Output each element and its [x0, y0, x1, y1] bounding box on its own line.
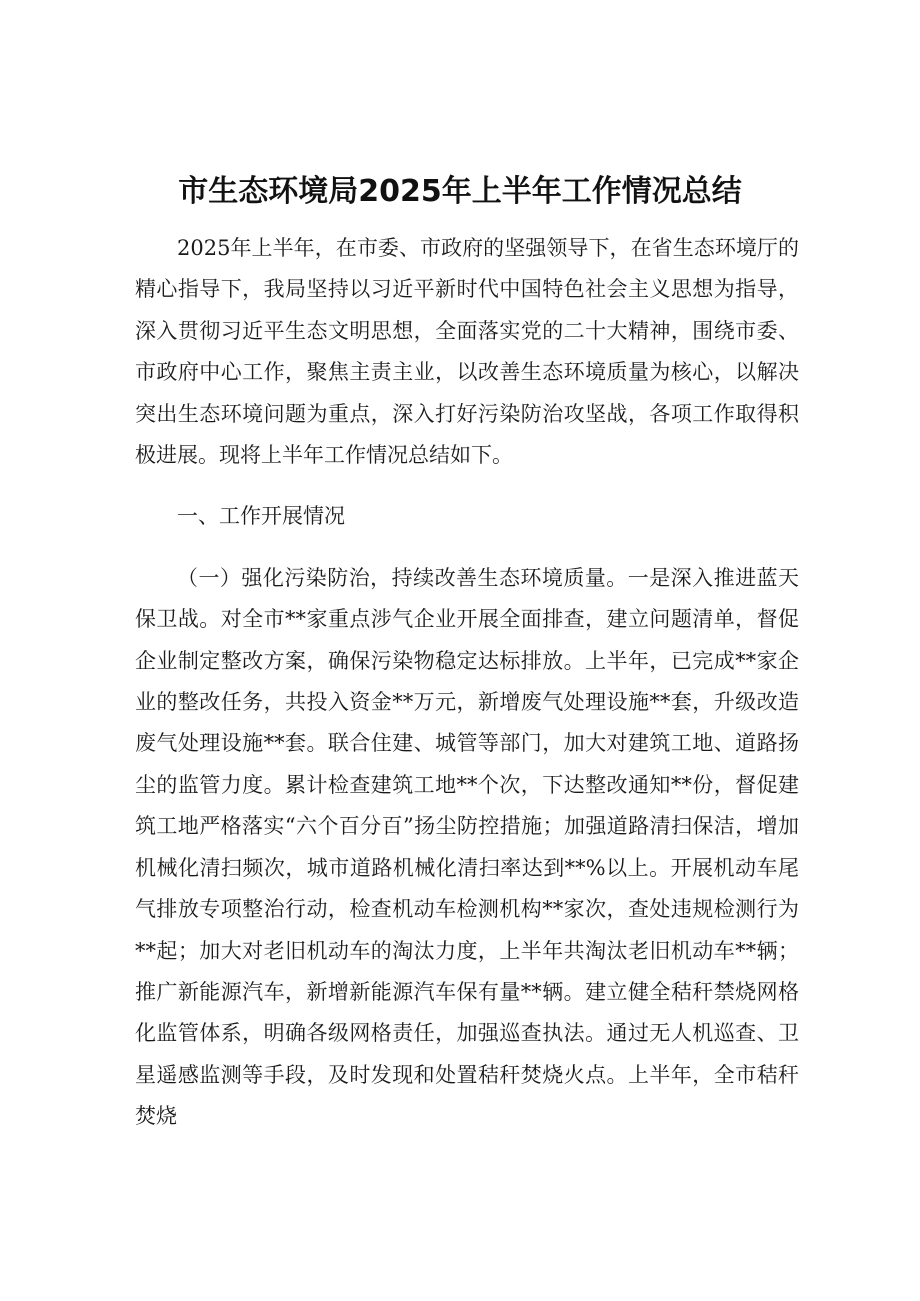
section-1-paragraph: （一）强化污染防治，持续改善生态环境质量。一是深入推进蓝天保卫战。对全市**家重点涉气企业开展全面排查，建立问题清单，督促企业制定整改方案，确保污染物稳定达标排放。上半年，已完成**家企业的整改任务，共投入资金**万元，新增废气处理设施**套，升级改造废气处理设施**套。联合住建、城管等部门，加大对建筑工地、道路扬尘的监管力度。累计检查建筑工地**个次，下达整改通知**份，督促建筑工地严格落实“六个百分百”扬尘防控措施；加强道路清扫保洁，增加机械化清扫频次，城市道路机械化清扫率达到**%以上。开展机动车尾气排放专项整治行动，检查机动车检测机构**家次，查处违规检测行为**起；加大对老旧机动车的淘汰力度，上半年共淘汰老旧机动车**辆；推广新能源汽车，新增新能源汽车保有量**辆。建立健全秸秆禁烧网格化监管体系，明确各级网格责任，加强巡查执法。通过无人机巡查、卫星遥感监测等手段，及时发现和处置秸秆焚烧火点。上半年，全市秸秆焚烧 [135, 565, 799, 1129]
document-title: 市生态环境局2025年上半年工作情况总结 [178, 174, 742, 209]
section-heading: 一、工作开展情况 [177, 504, 345, 529]
intro-paragraph: 2025年上半年，在市委、市政府的坚强领导下，在省生态环境厅的精心指导下，我局坚持以习近平新时代中国特色社会主义思想为指导，深入贯彻习近平生态文明思想，全面落实党的二十大精神，围绕市委、市政府中心工作，聚焦主责主业，以改善生态环境质量为核心，以解决突出生态环境问题为重点，深入打好污染防治攻坚战，各项工作取得积极进展。现将上半年工作情况总结如下。 [135, 236, 799, 468]
document-body [135, 228, 799, 1138]
